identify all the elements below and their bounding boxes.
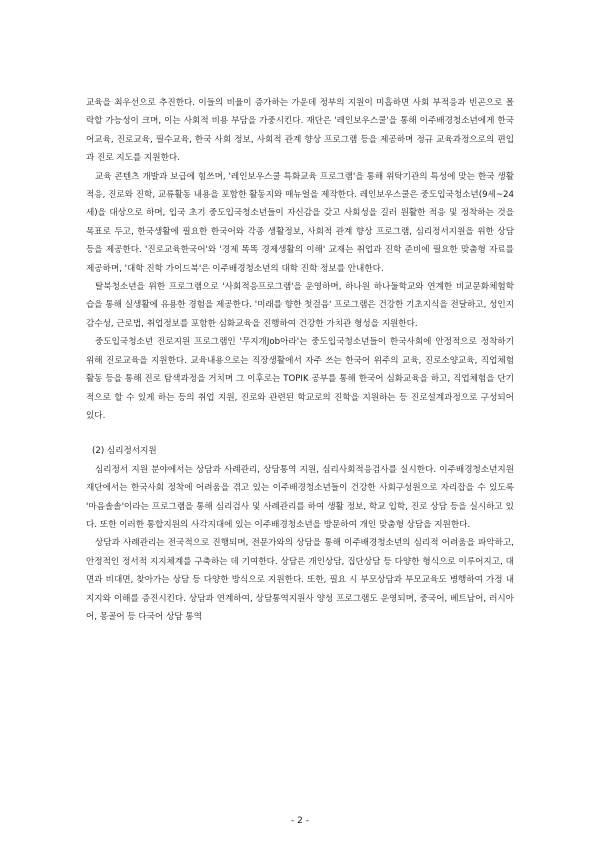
section-heading: (2) 심리정서지원 (92, 446, 157, 457)
body-text (86, 94, 514, 626)
paragraph-psych-support: 심리정서 지원 분야에서는 상담과 사례관리, 상담통역 지원, 심리사회적응검사를 실시한다. 이주배경청소년지원재단에서는 한국사회 정착에 어려움을 겪고 있는 이주배경청소년들이 건강한 사회구성원으로 자리잡을 수 있도록 '마음솔솔'이라는 프로그램을 통해 심리검사 및 사례관리를 하여 생활 정보, 학교 입학, 진로 상담 등을 실시하고 있다. 또한 이러한 통합지원의 사각지대에 있는 이주배경청소년을 방문하여 개인 맞춤형 상담을 지원한다. (86, 464, 514, 530)
paragraph-counseling: 상담과 사례관리는 전국적으로 진행되며, 전문가와의 상담을 통해 이주배경청소년의 심리적 어려움을 파악하고, 안정적인 정서적 지지체계를 구축하는 데 기여한다. 상담은 개인상담, 집단상담 등 다양한 형식으로 이루어지고, 대면과 비대면, 찾아가는 상담 등 다양한 방식으로 지원한다. 또한, 필요 시 부모상담과 부모교육도 병행하여 가정 내 지지와 이해를 증진시킨다. 상담과 연계하여, 상담통역지원사 양성 프로그램도 운영되며, 중국어, 베트남어, 러시아어, 몽골어 등 다국어 상담 통역 (86, 538, 514, 622)
paragraph-education-content: 교육 콘텐츠 개발과 보급에 힘쓰며, '레인보우스쿨 특화교육 프로그램'을 통해 위탁기관의 특성에 맞는 한국 생활 적응, 진로와 진학, 교류활동 내용을 포함한 활동지와 매뉴얼을 제작한다. 레인보우스쿨은 중도입국청소년(9세~24세)을 대상으로 하며, 입국 초기 중도입국청소년들이 자신감을 갖고 사회성을 길러 원활한 적응 및 정착하는 것을 목표로 두고, 한국생활에 필요한 한국어와 각종 생활정보, 사회적 관계 향상 프로그램, 심리정서지원을 위한 상담 등을 제공한다. '진로교육한국어'와 '경제 똑똑 경제생활의 이해' 교재는 취업과 진학 준비에 필요한 맞춤형 자료를 제공하며, '대학 진학 가이드북'은 이주배경청소년의 대학 진학 정보를 안내한다. (86, 171, 514, 274)
paragraph-north-korean-youth: 탈북청소년을 위한 프로그램으로 '사회적응프로그램'을 운영하며, 하나원 하나둘학교와 연계한 비교문화체험학습을 통해 실생활에 유용한 경험을 제공한다. '미래를 향한 첫걸음' 프로그램은 건강한 기초지식을 전달하고, 성인지감수성, 근로법, 취업정보를 포함한 심화교육을 진행하여 건강한 가치관 형성을 지원한다. (86, 282, 514, 329)
page-number: - 2 - (291, 816, 309, 826)
paragraph-career-support: 중도입국청소년 진로지원 프로그램인 '무지개Job아라'는 중도입국청소년들이 한국사회에 안정적으로 정착하기 위해 진로교육을 지원한다. 교육내용으로는 직장생활에서 자주 쓰는 한국어 위주의 교육, 진로소양교육, 직업체험활동 등을 통해 진로 탐색과정을 거치며 그 이후로는 TOPIK 공부를 통해 한국어 심화교육을 하고, 직업체험을 단기적으로 할 수 있게 하는 등의 취업 지원, 진로와 관련된 학교로의 진학을 지원하는 등 진로설계과정으로 구성되어 있다. (86, 337, 514, 421)
paragraph-rainbow-school-intro: 교육을 최우선으로 추진한다. 이들의 비율이 증가하는 가운데 정부의 지원이 미흡하면 사회 부적응과 빈곤으로 몰락할 가능성이 크며, 이는 사회적 비용 부담을 가중시킨다. 재단은 '레인보우스쿨'을 통해 이주배경청소년에게 한국어교육, 진로교육, 필수교육, 한국 사회 정보, 사회적 관계 향상 프로그램 등을 제공하며 정규 교육과정으로의 편입과 진로 지도를 지원한다. (86, 98, 514, 164)
